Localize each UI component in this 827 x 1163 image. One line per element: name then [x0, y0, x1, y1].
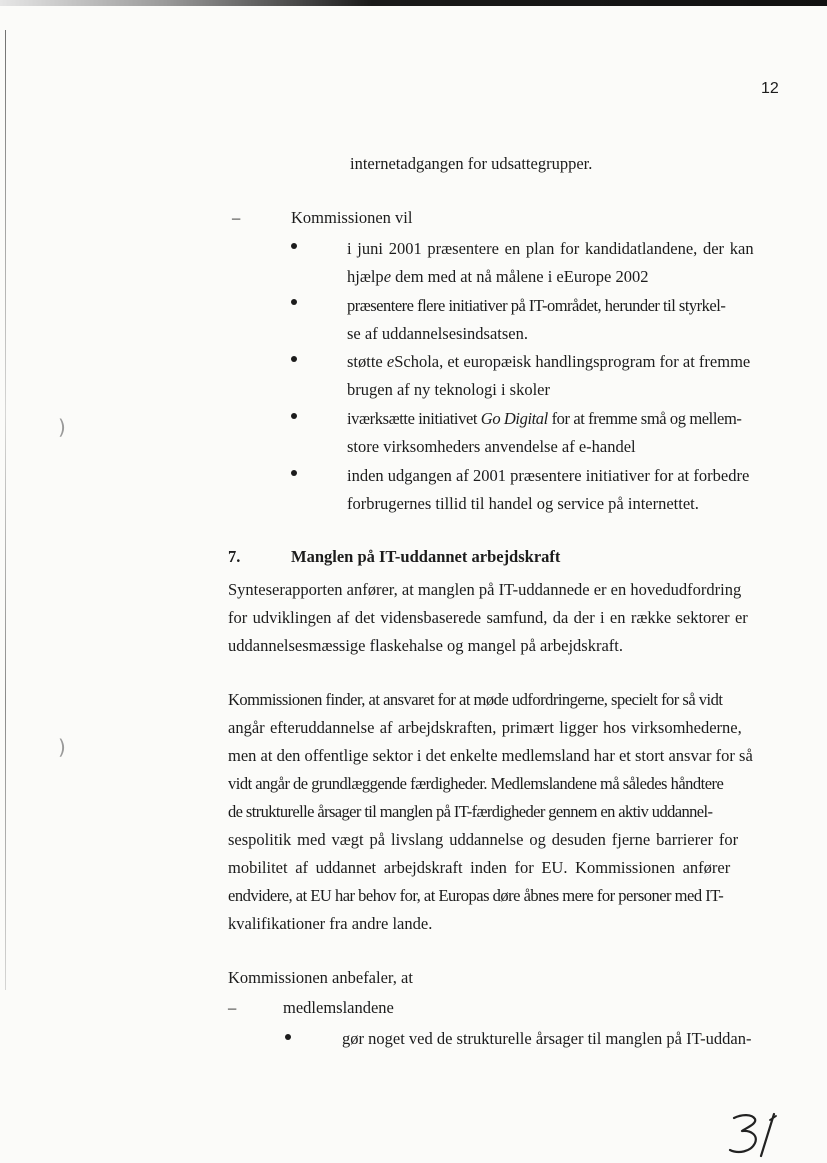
list-item-line: i juni 2001 præsentere en plan for kandidatlandene, der kan [347, 239, 754, 258]
list-item-line: forbrugernes tillid til handel og service på internettet. [347, 494, 699, 513]
paragraph-line: kvalifikationer fra andre lande. [228, 914, 433, 933]
list-item-line: se af uddannelsesindsatsen. [347, 324, 528, 343]
list-item-line: inden udgangen af 2001 præsentere initiativer for at forbedre [347, 466, 750, 485]
list-item-line: hjælpe dem med at nå målene i eEurope 2002 [347, 267, 649, 286]
bullet-icon [291, 413, 297, 419]
paragraph-line: Kommissionen finder, at ansvaret for at møde udfordringerne, specielt for så vidt [228, 690, 723, 709]
handwritten-number-31 [728, 1110, 788, 1160]
list-item-line: brugen af ny teknologi i skoler [347, 380, 550, 399]
paragraph-line: vidt angår de grundlæggende færdigheder. Medlemslandene må således håndtere [228, 774, 724, 793]
bullet-icon [291, 299, 297, 305]
paragraph-line: Synteserapporten anfører, at manglen på IT-uddannede er en hovedudfordring [228, 580, 742, 599]
dash-marker: – [228, 998, 237, 1017]
list-item-line: støtte eSchola, et europæisk handlingsprogram for at fremme [347, 352, 751, 371]
paragraph-line: men at den offentlige sektor i det enkelte medlemsland har et stort ansvar for så [228, 746, 753, 765]
punch-hole-mark: ) [58, 735, 66, 759]
section-title: Manglen på IT-uddannet arbejdskraft [291, 547, 561, 566]
paragraph-line: de strukturelle årsager til manglen på IT-færdigheder gennem en aktiv uddannel- [228, 802, 713, 821]
list-item-line: præsentere flere initiativer på IT-området, herunder til styrkel- [347, 296, 726, 315]
paragraph-line: uddannelsesmæssige flaskehalse og mangel på arbejdskraft. [228, 636, 623, 655]
punch-hole-mark: ) [58, 415, 66, 439]
page-number: 12 [761, 80, 779, 97]
commission-will-label: Kommissionen vil [291, 208, 413, 227]
section-number: 7. [228, 547, 241, 566]
bullet-icon [285, 1034, 291, 1040]
paragraph-line: mobilitet af uddannet arbejdskraft inden for EU. Kommissionen anfører [228, 858, 731, 877]
list-item-line: store virksomheders anvendelse af e-handel [347, 437, 636, 456]
recommends-label: medlemslandene [283, 998, 394, 1017]
paragraph-line: angår efteruddannelse af arbejdskraften, primært ligger hos virksomhederne, [228, 718, 742, 737]
bullet-icon [291, 243, 297, 249]
paragraph-line: for udviklingen af det vidensbaserede samfund, da der i en række sektorer er [228, 608, 748, 627]
recommends-intro: Kommissionen anbefaler, at [228, 968, 413, 987]
paragraph-line: sespolitik med vægt på livslang uddannelse og desuden fjerne barrierer for [228, 830, 739, 849]
left-edge-shadow [5, 30, 6, 990]
paragraph-line: endvidere, at EU har behov for, at Europas døre åbnes mere for personer med IT- [228, 886, 724, 905]
top-edge-shadow [0, 0, 827, 6]
list-item-line: iværksætte initiativet Go Digital for at fremme små og mellem- [347, 409, 742, 428]
dash-marker: – [232, 208, 241, 227]
bullet-icon [291, 356, 297, 362]
bullet-icon [291, 470, 297, 476]
list-item-line: gør noget ved de strukturelle årsager til manglen på IT-uddan- [342, 1029, 752, 1048]
intro-line: internetadgangen for udsattegrupper. [350, 154, 593, 173]
